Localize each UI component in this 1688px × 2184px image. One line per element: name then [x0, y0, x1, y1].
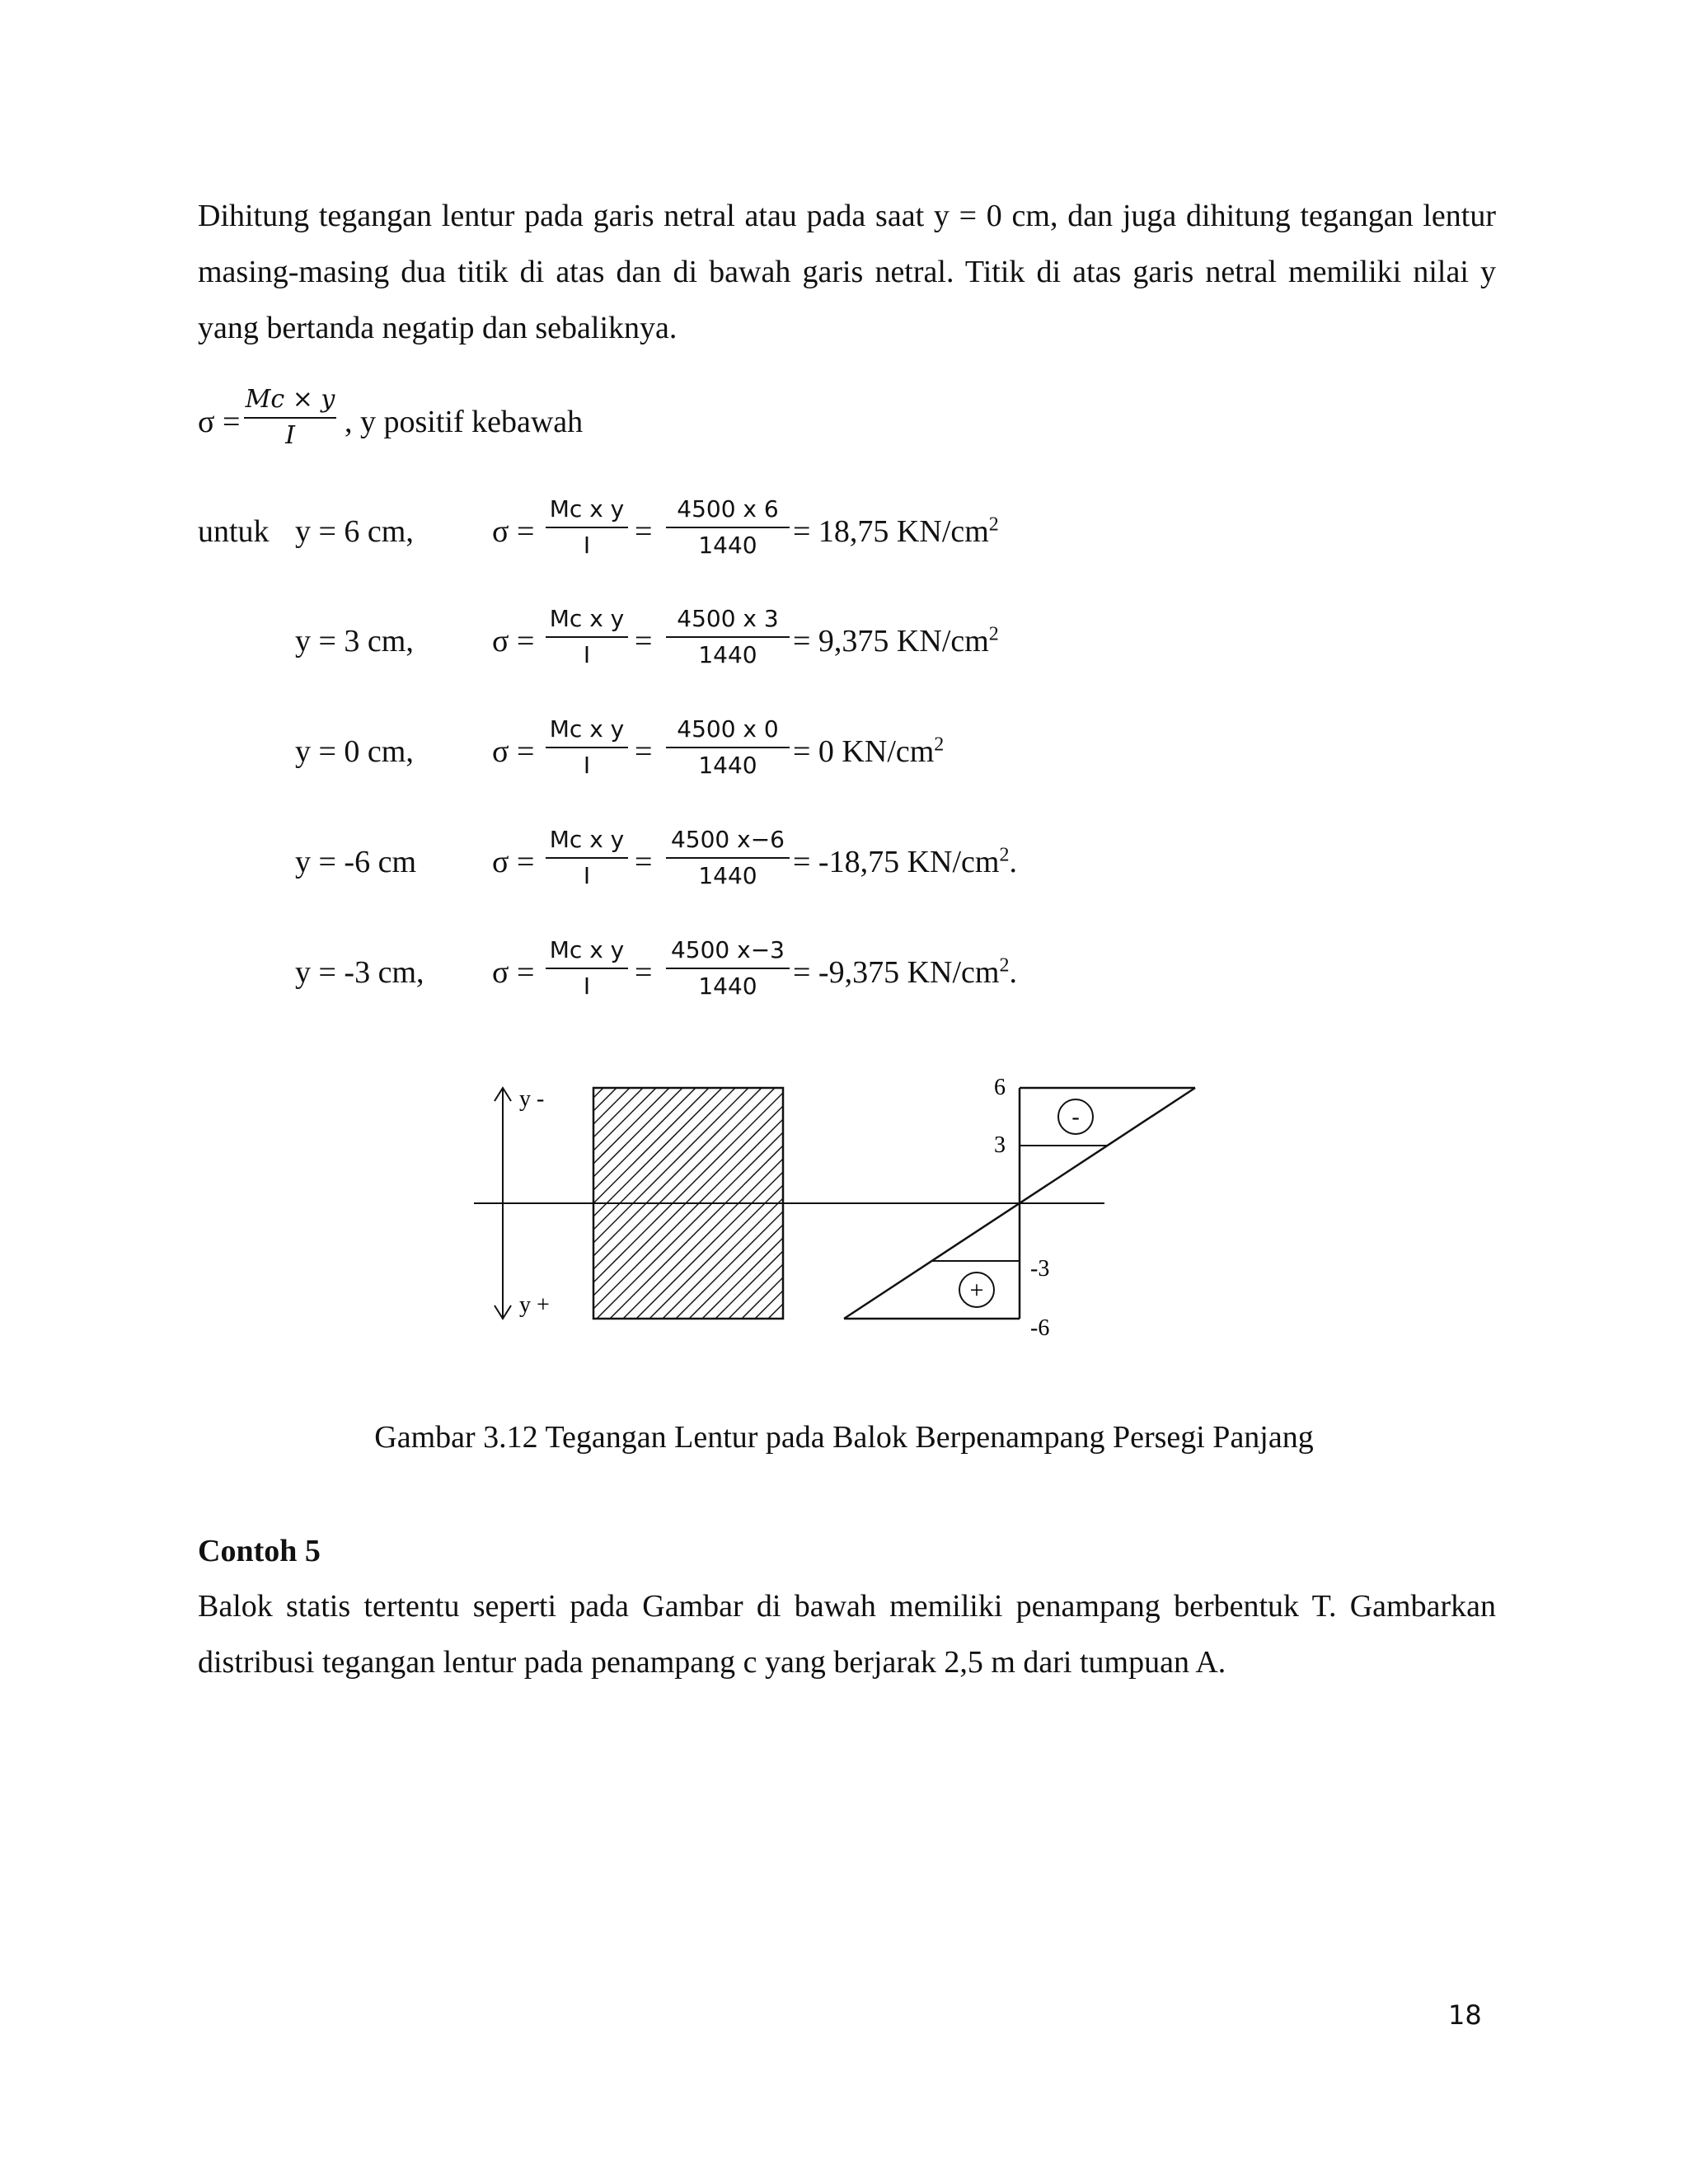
trailing-period: . [1009, 845, 1017, 879]
trailing-period: . [1009, 955, 1017, 990]
tick-minus-3: -3 [1030, 1256, 1050, 1282]
symbolic-fraction [546, 936, 628, 1001]
fraction-denominator: I [583, 752, 591, 779]
y-value-label: y = -3 cm, [295, 955, 424, 990]
stress-result [793, 844, 1017, 880]
fraction-denominator: I [583, 862, 591, 889]
sigma-label: σ = [492, 734, 535, 769]
stress-result [793, 513, 999, 550]
svg-text:-: - [1071, 1104, 1080, 1130]
equals-sign: = [635, 845, 653, 879]
fraction-numerator: 4500 x−6 [670, 826, 785, 853]
equals-sign: = [635, 955, 653, 990]
unit-exponent: 2 [988, 623, 999, 645]
fraction-denominator: I [583, 972, 591, 1000]
fraction-numerator: Mc x y [549, 495, 625, 523]
negative-zone-sign [1058, 1099, 1093, 1134]
y-value-label: y = 6 cm, [295, 514, 414, 549]
positive-zone-sign [959, 1272, 994, 1307]
numeric-fraction [666, 826, 790, 890]
y-value-label: y = -6 cm [295, 845, 417, 879]
formula-note: , y positif kebawah [345, 405, 584, 439]
formula-lhs: σ = [198, 405, 241, 439]
symbolic-fraction [546, 605, 628, 669]
svg-text:+: + [969, 1277, 984, 1304]
tick-3: 3 [994, 1132, 1006, 1158]
tick-6: 6 [994, 1075, 1006, 1100]
figure-caption: Gambar 3.12 Tegangan Lentur pada Balok Berpenampang Persegi Panjang [374, 1420, 1314, 1455]
bending-stress-figure [462, 1071, 1236, 1343]
fraction-denominator: 1440 [698, 862, 757, 889]
fraction-denominator: 1440 [698, 641, 757, 668]
axis-top-label: y - [519, 1086, 545, 1112]
sigma-label: σ = [492, 955, 535, 990]
stress-result [793, 954, 1017, 991]
sigma-label: σ = [492, 624, 535, 658]
symbolic-fraction [546, 715, 628, 780]
fraction-denominator: 1440 [698, 972, 757, 1000]
intro-paragraph: Dihitung tegangan lentur pada garis netral atau pada saat y = 0 cm, dan juga dihitung tegangan lentur masing-masing dua titik di atas dan di bawah garis netral. Titik di atas garis netral memiliki nilai y yang bertanda negatip dan sebaliknya. [198, 199, 1496, 345]
stress-result [793, 623, 999, 659]
tick-minus-6: -6 [1030, 1315, 1050, 1341]
fraction-numerator: 4500 x 6 [677, 495, 779, 523]
axis-bottom-label: y + [519, 1292, 550, 1318]
equals-sign: = [635, 624, 653, 658]
stress-value: = 0 KN/cm [793, 734, 935, 769]
stress-value: = 18,75 KN/cm [793, 514, 989, 549]
sigma-label: σ = [492, 514, 535, 549]
fraction-numerator: Mc x y [549, 715, 625, 743]
fraction-numerator: Mc x y [549, 936, 625, 963]
equals-sign: = [635, 734, 653, 769]
stress-value: = -9,375 KN/cm [793, 955, 1000, 990]
stress-result [793, 733, 944, 770]
fraction-numerator: 4500 x 3 [677, 605, 779, 632]
stress-value: = -18,75 KN/cm [793, 845, 1000, 879]
fraction-denominator: I [583, 641, 591, 668]
y-value-label: y = 0 cm, [295, 734, 414, 769]
unit-exponent: 2 [934, 733, 945, 756]
formula-fraction [244, 386, 336, 450]
section-heading: Contoh 5 [198, 1534, 321, 1568]
stress-value: = 9,375 KN/cm [793, 624, 989, 658]
symbolic-fraction [546, 495, 628, 560]
equals-sign: = [635, 514, 653, 549]
numeric-fraction [666, 495, 790, 560]
formula-denominator: I [285, 421, 295, 450]
fraction-numerator: 4500 x 0 [677, 715, 779, 743]
y-value-label: y = 3 cm, [295, 624, 414, 658]
untuk-label: untuk [198, 514, 270, 549]
unit-exponent: 2 [999, 844, 1010, 866]
fraction-numerator: Mc x y [549, 605, 625, 632]
page-number: 18 [1448, 1999, 1482, 2031]
unit-exponent: 2 [999, 954, 1010, 977]
symbolic-fraction [546, 826, 628, 890]
numeric-fraction [666, 605, 790, 669]
fraction-denominator: I [583, 532, 591, 559]
numeric-fraction [666, 936, 790, 1001]
fraction-numerator: Mc x y [549, 826, 625, 853]
fraction-numerator: 4500 x−3 [670, 936, 785, 963]
example-paragraph: Balok statis tertentu seperti pada Gambar di bawah memiliki penampang berbentuk T. Gambarkan distribusi tegangan lentur pada penampang c yang berjarak 2,5 m dari tumpuan A. [198, 1589, 1496, 1680]
formula-numerator: Mc × y [245, 385, 335, 414]
fraction-denominator: 1440 [698, 532, 757, 559]
unit-exponent: 2 [988, 513, 999, 536]
sigma-label: σ = [492, 845, 535, 879]
fraction-denominator: 1440 [698, 752, 757, 779]
numeric-fraction [666, 715, 790, 780]
